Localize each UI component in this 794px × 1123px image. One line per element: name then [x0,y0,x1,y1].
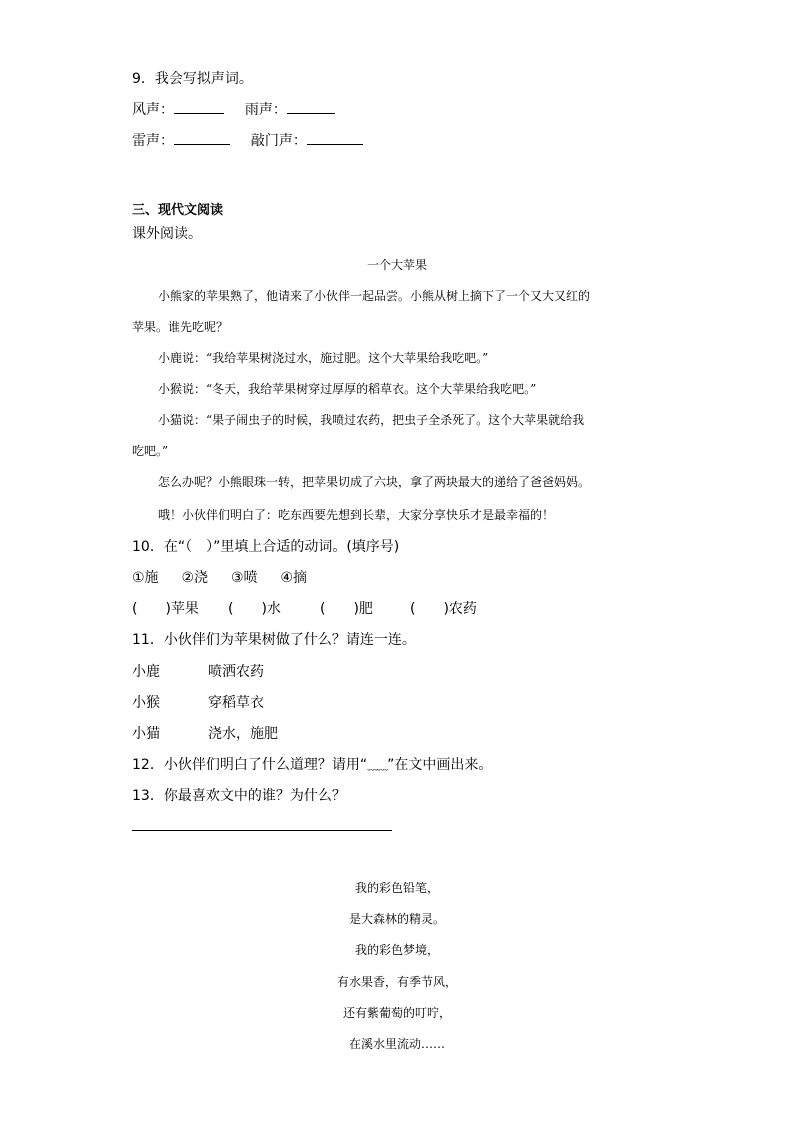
poem-line: 是大森林的精灵。 [348,912,445,926]
wavy-line-mark: ﹏﹏ [367,759,388,772]
poem-line: 在溪水里流动…… [348,1037,445,1051]
rain-blank[interactable] [287,101,335,114]
q11-left-item[interactable]: 小鹿 [132,664,160,680]
q11-left-item[interactable]: 小猫 [132,726,160,742]
thunder-label: 雷声： [132,133,174,149]
story-p1-line2: 苹果。谁先吃呢？ [132,320,229,334]
q11-title: 11．小伙伴们为苹果树做了什么？请连一连。 [132,632,416,648]
section-title: 三、现代文阅读 [132,203,224,218]
rain-label: 雨声： [244,102,287,118]
thunder-blank[interactable] [174,132,230,145]
q11-right-item[interactable]: 喷洒农药 [208,664,264,680]
story-p2: 小鹿说：“我给苹果树浇过水，施过肥。这个大苹果给我吃吧。” [158,351,489,365]
poem-line: 我的彩色铅笔， [354,881,439,895]
q10-option: ④摘 [280,570,307,586]
q9-row-2 [132,130,363,150]
wind-label: 风声： [132,102,174,118]
q11-right-item[interactable]: 穿稻草衣 [208,695,264,711]
q10-fill-1[interactable]: ( )苹果 [132,601,199,617]
knock-blank[interactable] [307,132,363,145]
poem-line: 我的彩色梦境， [354,943,439,957]
q10-fill-3[interactable]: ( )肥 [320,601,373,617]
knock-label: 敲门声： [250,133,307,149]
q9-title: 9．我会写拟声词。 [132,71,253,87]
q10-title: 10．在“（ ）”里填上合适的动词。(填序号) [132,539,400,555]
q10-fill-2[interactable]: ( )水 [228,601,281,617]
q13-answer-line[interactable] [132,830,392,831]
q10-option: ①施 [132,570,159,586]
story-p1-line1: 小熊家的苹果熟了，他请来了小伙伴一起品尝。小熊从树上摘下了一个又大又红的 [158,289,591,303]
story-title: 一个大苹果 [366,258,427,272]
q10-option: ②浇 [181,570,209,586]
story-p4-line1: 小猫说：“果子闹虫子的时候，我喷过农药，把虫子全杀死了。这个大苹果就给我 [158,413,585,427]
q12-text-post: ”在文中画出来。 [387,757,493,773]
q13-title: 13．你最喜欢文中的谁？为什么？ [132,788,346,804]
poem-line: 有水果香，有季节风， [336,975,457,989]
story-p3: 小猴说：“冬天，我给苹果树穿过厚厚的稻草衣。这个大苹果给我吃吧。” [158,382,537,396]
poem-line: 还有紫葡萄的叮咛， [342,1006,451,1020]
q9-row-1 [132,99,335,119]
story-p5: 怎么办呢？小熊眼珠一转，把苹果切成了六块，拿了两块最大的递给了爸爸妈妈。 [158,475,591,489]
section-subtitle: 课外阅读。 [132,226,202,242]
q11-right-item[interactable]: 浇水，施肥 [208,726,278,742]
story-p6: 哦！小伙伴们明白了：吃东西要先想到长辈，大家分享快乐才是最幸福的！ [158,508,555,522]
q12-title [132,754,492,774]
q10-fill-4[interactable]: ( )农药 [410,601,477,617]
story-p4-line2: 吃吧。” [132,444,169,458]
q12-text-pre: 12．小伙伴们明白了什么道理？请用“ [132,757,368,773]
q11-left-item[interactable]: 小猴 [132,695,160,711]
q10-options [132,567,307,587]
wind-blank[interactable] [174,101,224,114]
q10-option: ③喷 [230,570,258,586]
